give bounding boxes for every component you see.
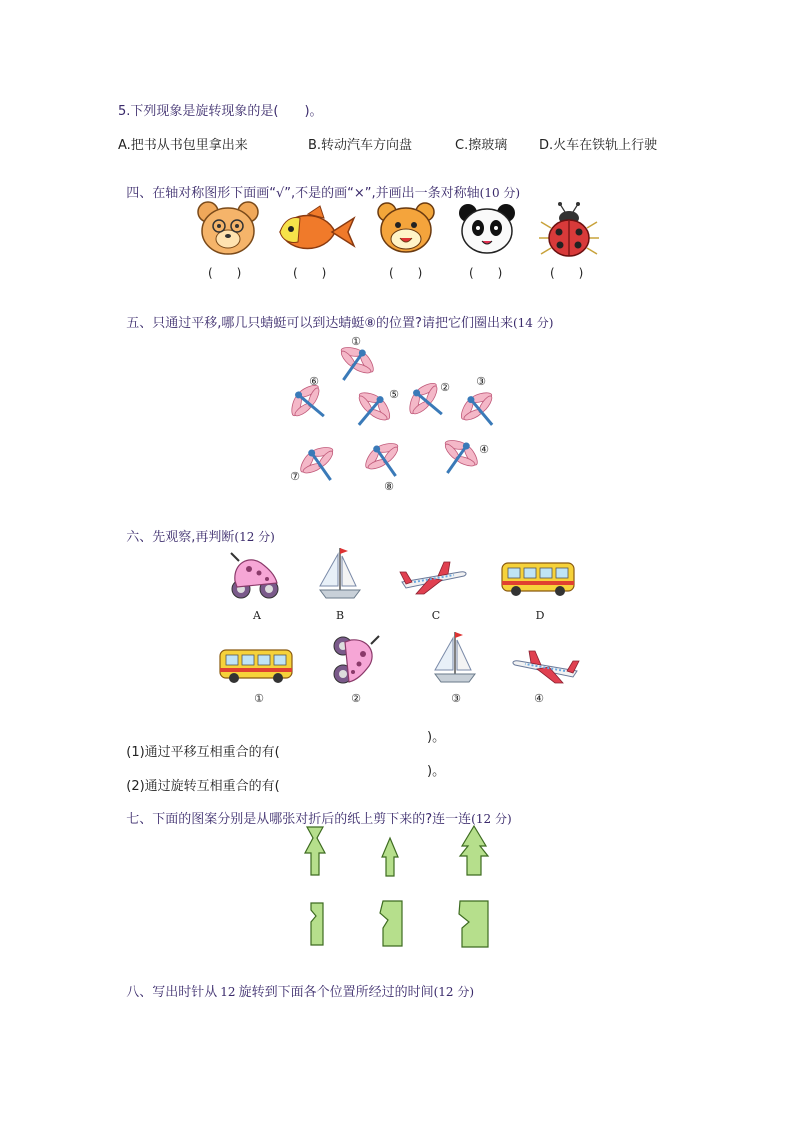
section-4-title: 四、在轴对称图形下面画“√”,不是的画“×”,并画出一条对称轴 <box>126 186 480 201</box>
answer-blank-ladybug[interactable]: ( ) <box>550 266 584 280</box>
answer-blank-fish[interactable]: ( ) <box>293 266 327 280</box>
answer-blank-bear[interactable]: ( ) <box>208 266 242 280</box>
picture-label-1: ① <box>254 692 264 705</box>
section-8-heading <box>118 966 474 1000</box>
section-7-score: (12 分) <box>471 812 512 826</box>
section-8-title-2: 旋转到下面各个位置所经过的时间 <box>238 985 434 1000</box>
dragonfly-label-2: ② <box>440 381 450 394</box>
dragonfly-label-5: ⑤ <box>389 388 399 401</box>
answer-blank-panda[interactable]: ( ) <box>469 266 503 280</box>
dragonfly-label-4: ④ <box>479 443 489 456</box>
picture-label-d: D <box>535 609 545 622</box>
q5-option-b: B.转动汽车方向盘 <box>308 138 413 153</box>
question-6-1-text: (1)通过平移互相重合的有( <box>126 745 280 760</box>
section-8-score: (12 分) <box>433 985 475 999</box>
section-6-score: (12 分) <box>234 530 275 544</box>
picture-label-2: ② <box>351 692 361 705</box>
q5-stem: 5.下列现象是旋转现象的是( )。 <box>118 104 323 119</box>
dragonfly-label-6: ⑥ <box>309 375 319 388</box>
folded-paper-3-icon <box>459 901 488 947</box>
section-5-score: (14 分) <box>512 316 554 330</box>
picture-label-b: B <box>335 609 345 622</box>
dragonfly-label-1: ① <box>351 335 361 348</box>
dragonfly-label-3: ③ <box>476 375 486 388</box>
q5-option-d: D.火车在铁轨上行驶 <box>539 138 658 153</box>
section-5-title: 五、只通过平移,哪几只蜻蜓可以到达蜻蜓⑧的位置?请把它们圈出来 <box>126 316 513 331</box>
section-6-title: 六、先观察,再判断 <box>126 530 235 545</box>
section-4-score: (10 分) <box>479 186 521 200</box>
picture-label-4: ④ <box>534 692 544 705</box>
section-8-title: 八、写出时针从 <box>126 985 218 1000</box>
q5-option-c: C.擦玻璃 <box>455 138 508 153</box>
dragonfly-label-8: ⑧ <box>384 480 394 493</box>
picture-label-a: A <box>253 609 261 622</box>
folded-paper-2-icon <box>380 901 402 946</box>
dragonfly-label-7: ⑦ <box>290 470 300 483</box>
arrow-pattern-1-icon <box>305 827 325 875</box>
question-6-2-text: (2)通过旋转互相重合的有( <box>126 779 280 794</box>
answer-blank-tiger[interactable]: ( ) <box>389 266 423 280</box>
question-6-2-close: )。 <box>427 764 446 779</box>
picture-label-3: ③ <box>451 692 461 705</box>
question-6-1-close: )。 <box>427 730 446 745</box>
arrow-pattern-2-icon <box>382 838 398 876</box>
folded-paper-1-icon <box>311 903 323 945</box>
arrow-pattern-3-icon <box>460 826 488 875</box>
picture-label-c: C <box>431 609 441 622</box>
section-8-number: 12 <box>220 985 236 999</box>
section-7-title: 七、下面的图案分别是从哪张对折后的纸上剪下来的?连一连 <box>126 812 472 827</box>
q5-option-a: A.把书从书包里拿出来 <box>118 138 248 153</box>
